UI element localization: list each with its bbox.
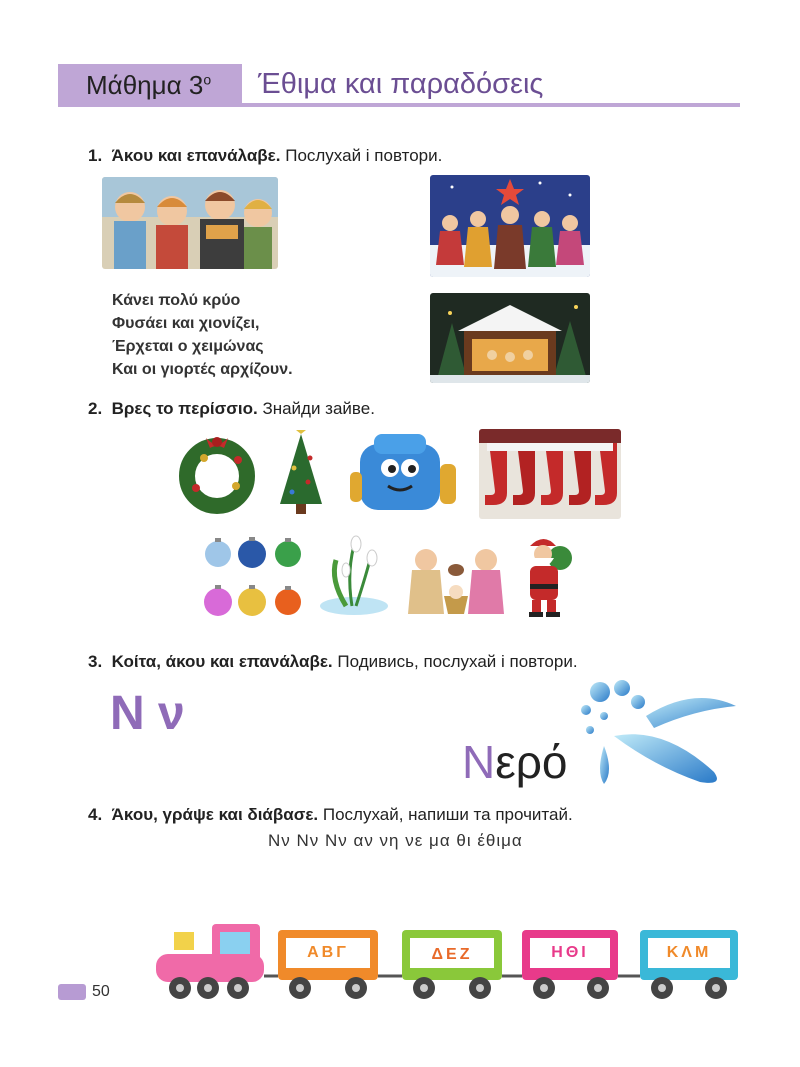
snowdrop-flower-image [316,530,392,616]
letter-nu-display: Ν ν [110,687,185,740]
poem-line: Φυσάει και χιονίζει, [112,315,260,332]
poem-line: Κάνει πολύ κρύο [112,292,241,309]
christmas-wreath-image [178,428,256,514]
lesson-number: Μάθημα $3^o$ [86,70,212,100]
christmas-stockings-image [479,429,621,519]
header-divider [58,103,740,107]
christmas-ornaments-image [200,530,306,622]
santa-claus-image [516,532,580,618]
poem [112,289,293,381]
wagon-letters: ΑΒΓ [307,944,349,961]
carol-singers-image [102,177,278,269]
exercise-1-instruction: 1. Άκου και επανάλαβε. Послухай і повтори. [88,146,443,165]
wagon-letters: ΚΛΜ [666,944,712,961]
wagon-letters: ΗΘΙ [551,944,589,961]
poem-line: Έρχεται ο χειμώνας [112,338,264,355]
christmas-tree-image [272,428,330,518]
exercise-2-instruction: 2. Βρες το περίσσιο. Знайди зайве. [88,399,375,418]
nativity-cartoon-image [404,530,508,616]
poem-line: Και οι γιορτές αρχίζουν. [112,361,293,378]
water-splash-image [574,676,740,788]
ukrainian-carolers-image [430,175,590,277]
exercise-4-instruction: 4. Άκου, γράψε και διάβασε. Послухай, напиши та прочитай. [88,805,573,824]
page-number: 50 [92,983,110,1000]
page-number-tab [58,984,86,1000]
alphabet-train [150,918,750,1002]
example-word: Νερό [462,736,568,788]
practice-line: Νν Νν Νν αν νη νε μα θι έθιμα [268,831,523,850]
wagon-letters: ΔΕΖ [431,946,473,963]
exercise-3-instruction: 3. Κοίτα, άκου και επανάλαβε. Подивись, послухай і повтори. [88,652,578,671]
nativity-scene-image [430,293,590,383]
lesson-title: Έθιμα και παραδόσεις [258,68,544,100]
school-backpack-image [346,428,462,514]
